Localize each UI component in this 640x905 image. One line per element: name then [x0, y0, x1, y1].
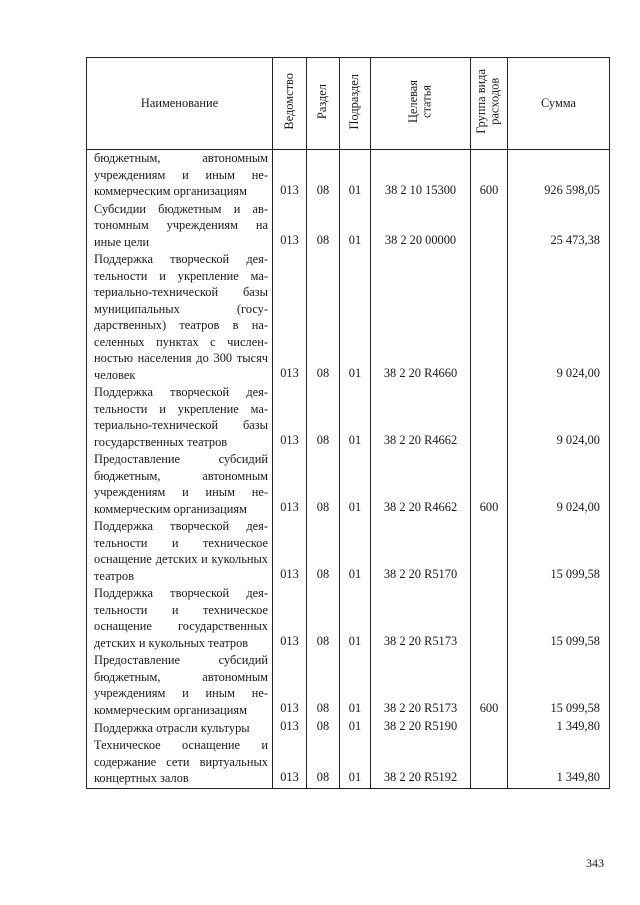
row-dept: 013 [273, 201, 307, 252]
row-target: 38 2 10 15300 [371, 150, 471, 201]
header-subsection: Подраздел [340, 58, 371, 150]
row-section: 08 [307, 251, 340, 384]
row-subsection: 01 [340, 384, 371, 451]
table-row [87, 384, 610, 451]
row-subsection: 01 [340, 251, 371, 384]
row-dept: 013 [273, 585, 307, 652]
row-sum: 25 473,38 [508, 201, 610, 252]
row-section: 08 [307, 585, 340, 652]
row-target: 38 2 20 R5173 [371, 652, 471, 719]
row-name: Поддержка творческой деятельности и техническое оснащение детских и кукольных театров [87, 518, 273, 585]
row-section: 08 [307, 451, 340, 518]
row-group [471, 384, 508, 451]
row-group: 600 [471, 150, 508, 201]
row-section: 08 [307, 518, 340, 585]
row-section: 08 [307, 201, 340, 252]
row-subsection: 01 [340, 585, 371, 652]
row-target: 38 2 20 R4662 [371, 451, 471, 518]
table-row [87, 251, 610, 384]
row-name: Предоставление субсидий бюджетным, автономным учреждениям и иным некоммерческим организациям [87, 652, 273, 719]
table-row [87, 150, 610, 201]
row-dept: 013 [273, 451, 307, 518]
row-sum: 9 024,00 [508, 251, 610, 384]
row-subsection: 01 [340, 737, 371, 788]
header-target: Целевая статья [371, 58, 471, 150]
row-section: 08 [307, 737, 340, 788]
row-dept: 013 [273, 251, 307, 384]
row-group [471, 201, 508, 252]
table-row [87, 201, 610, 252]
row-name: Поддержка творческой деятельности и укрепление материально-технической базы муниципальных (государственных) театров в населенных пунктах с численностью населения до 300 тысяч человек [87, 251, 273, 384]
row-dept: 013 [273, 719, 307, 737]
header-name: Наименование [87, 58, 273, 150]
row-target: 38 2 20 R5192 [371, 737, 471, 788]
row-sum: 15 099,58 [508, 585, 610, 652]
table-row [87, 719, 610, 737]
row-target: 38 2 20 R4662 [371, 384, 471, 451]
table-row [87, 585, 610, 652]
row-target: 38 2 20 R5190 [371, 719, 471, 737]
row-sum: 9 024,00 [508, 384, 610, 451]
row-sum: 1 349,80 [508, 737, 610, 788]
row-sum: 9 024,00 [508, 451, 610, 518]
row-group: 600 [471, 451, 508, 518]
row-sum: 1 349,80 [508, 719, 610, 737]
row-target: 38 2 20 00000 [371, 201, 471, 252]
row-name: Техническое оснащение и содержание сети виртуальных концертных залов [87, 737, 273, 788]
row-group [471, 251, 508, 384]
table-row [87, 451, 610, 518]
row-group [471, 737, 508, 788]
row-dept: 013 [273, 150, 307, 201]
table-row [87, 518, 610, 585]
row-name: Поддержка творческой деятельности и укрепление материально-технической базы государственных театров [87, 384, 273, 451]
row-group [471, 518, 508, 585]
row-group: 600 [471, 652, 508, 719]
row-subsection: 01 [340, 518, 371, 585]
row-target: 38 2 20 R4660 [371, 251, 471, 384]
row-section: 08 [307, 150, 340, 201]
row-target: 38 2 20 R5170 [371, 518, 471, 585]
row-name: бюджетным, автономным учреждениям и иным некоммерческим организациям [87, 150, 273, 201]
row-subsection: 01 [340, 201, 371, 252]
row-sum: 15 099,58 [508, 518, 610, 585]
row-dept: 013 [273, 518, 307, 585]
row-dept: 013 [273, 737, 307, 788]
row-name: Поддержка творческой деятельности и техническое оснащение государственных детских и кукольных театров [87, 585, 273, 652]
row-name: Предоставление субсидий бюджетным, автономным учреждениям и иным некоммерческим организациям [87, 451, 273, 518]
row-target: 38 2 20 R5173 [371, 585, 471, 652]
row-subsection: 01 [340, 451, 371, 518]
header-dept: Ведомство [273, 58, 307, 150]
row-section: 08 [307, 719, 340, 737]
row-name: Поддержка отрасли культуры [87, 719, 273, 737]
table-row [87, 737, 610, 788]
header-row [87, 58, 610, 150]
table-row [87, 652, 610, 719]
row-subsection: 01 [340, 652, 371, 719]
row-name: Субсидии бюджетным и автономным учреждениям на иные цели [87, 201, 273, 252]
row-dept: 013 [273, 384, 307, 451]
row-sum: 926 598,05 [508, 150, 610, 201]
header-sum: Сумма [508, 58, 610, 150]
header-group: Группа вида расходов [471, 58, 508, 150]
budget-table [86, 57, 610, 789]
row-subsection: 01 [340, 719, 371, 737]
page-number: 343 [586, 856, 604, 870]
header-section: Раздел [307, 58, 340, 150]
row-group [471, 585, 508, 652]
row-section: 08 [307, 384, 340, 451]
row-section: 08 [307, 652, 340, 719]
row-subsection: 01 [340, 150, 371, 201]
row-dept: 013 [273, 652, 307, 719]
row-sum: 15 099,58 [508, 652, 610, 719]
row-group [471, 719, 508, 737]
